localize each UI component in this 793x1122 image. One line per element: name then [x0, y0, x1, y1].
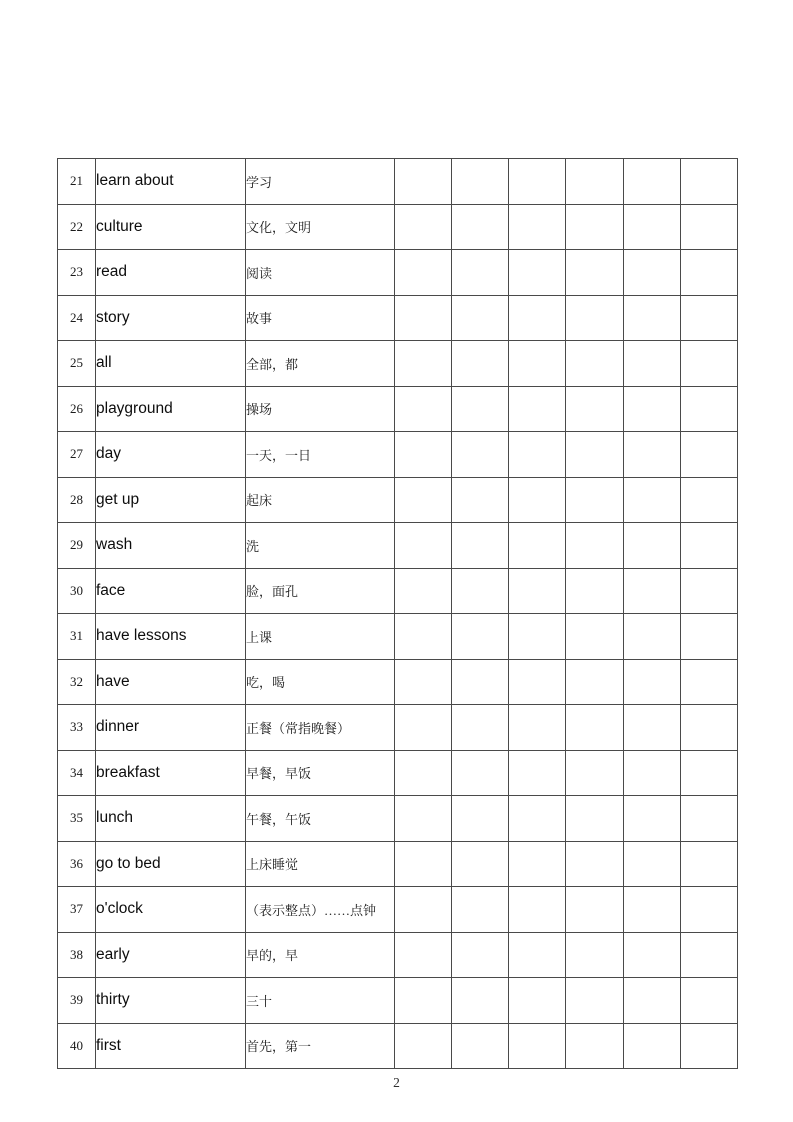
practice-cell [623, 250, 680, 296]
practice-cell [623, 523, 680, 569]
practice-cell [566, 204, 623, 250]
vocab-row [58, 341, 738, 387]
word-number: 27 [58, 432, 96, 478]
practice-cell [566, 841, 623, 887]
practice-cell [395, 796, 452, 842]
practice-cell [452, 614, 509, 660]
vocab-row [58, 841, 738, 887]
word-number: 38 [58, 932, 96, 978]
practice-cell [680, 841, 737, 887]
english-word: dinner [96, 705, 246, 751]
practice-cell [680, 432, 737, 478]
practice-cell [509, 750, 566, 796]
word-number: 36 [58, 841, 96, 887]
word-number: 26 [58, 386, 96, 432]
vocab-row [58, 159, 738, 205]
practice-cell [566, 932, 623, 978]
english-word: story [96, 295, 246, 341]
practice-cell [452, 386, 509, 432]
practice-cell [509, 1023, 566, 1069]
practice-cell [395, 523, 452, 569]
practice-cell [452, 841, 509, 887]
practice-cell [680, 250, 737, 296]
practice-cell [680, 932, 737, 978]
chinese-meaning: 首先，第一 [246, 1023, 395, 1069]
practice-cell [509, 204, 566, 250]
practice-cell [509, 978, 566, 1024]
vocab-row [58, 1023, 738, 1069]
practice-cell [395, 432, 452, 478]
practice-cell [452, 432, 509, 478]
chinese-meaning: 上床睡觉 [246, 841, 395, 887]
practice-cell [680, 659, 737, 705]
word-number: 34 [58, 750, 96, 796]
vocab-row [58, 750, 738, 796]
practice-cell [680, 568, 737, 614]
practice-cell [509, 295, 566, 341]
practice-cell [623, 386, 680, 432]
word-number: 37 [58, 887, 96, 933]
practice-cell [566, 295, 623, 341]
english-word: breakfast [96, 750, 246, 796]
practice-cell [452, 932, 509, 978]
practice-cell [680, 386, 737, 432]
vocab-row [58, 477, 738, 523]
practice-cell [509, 386, 566, 432]
vocab-row [58, 250, 738, 296]
english-word: day [96, 432, 246, 478]
english-word: thirty [96, 978, 246, 1024]
practice-cell [395, 932, 452, 978]
practice-cell [623, 204, 680, 250]
word-number: 39 [58, 978, 96, 1024]
word-number: 30 [58, 568, 96, 614]
chinese-meaning: 故事 [246, 295, 395, 341]
english-word: go to bed [96, 841, 246, 887]
practice-cell [509, 250, 566, 296]
practice-cell [452, 750, 509, 796]
practice-cell [509, 705, 566, 751]
practice-cell [623, 978, 680, 1024]
practice-cell [395, 1023, 452, 1069]
english-word: get up [96, 477, 246, 523]
word-number: 24 [58, 295, 96, 341]
practice-cell [395, 568, 452, 614]
word-number: 25 [58, 341, 96, 387]
chinese-meaning: 上课 [246, 614, 395, 660]
practice-cell [395, 887, 452, 933]
english-word: all [96, 341, 246, 387]
practice-cell [395, 705, 452, 751]
practice-cell [566, 386, 623, 432]
chinese-meaning: 操场 [246, 386, 395, 432]
practice-cell [452, 978, 509, 1024]
practice-cell [395, 614, 452, 660]
vocab-row [58, 204, 738, 250]
practice-cell [509, 523, 566, 569]
word-number: 33 [58, 705, 96, 751]
practice-cell [623, 659, 680, 705]
chinese-meaning: （表示整点）……点钟 [246, 887, 395, 933]
vocab-row [58, 295, 738, 341]
word-number: 28 [58, 477, 96, 523]
practice-cell [395, 659, 452, 705]
vocab-row [58, 932, 738, 978]
practice-cell [395, 295, 452, 341]
vocab-row [58, 432, 738, 478]
practice-cell [509, 432, 566, 478]
english-word: culture [96, 204, 246, 250]
practice-cell [680, 796, 737, 842]
practice-cell [395, 159, 452, 205]
practice-cell [623, 568, 680, 614]
vocab-row [58, 614, 738, 660]
word-number: 29 [58, 523, 96, 569]
practice-cell [623, 750, 680, 796]
chinese-meaning: 早的，早 [246, 932, 395, 978]
practice-cell [680, 887, 737, 933]
practice-cell [395, 750, 452, 796]
practice-cell [509, 477, 566, 523]
practice-cell [623, 705, 680, 751]
english-word: o'clock [96, 887, 246, 933]
chinese-meaning: 学习 [246, 159, 395, 205]
practice-cell [509, 568, 566, 614]
practice-cell [566, 250, 623, 296]
vocab-row [58, 796, 738, 842]
english-word: first [96, 1023, 246, 1069]
word-number: 21 [58, 159, 96, 205]
vocabulary-table [57, 158, 738, 1069]
english-word: playground [96, 386, 246, 432]
practice-cell [680, 614, 737, 660]
practice-cell [680, 705, 737, 751]
practice-cell [509, 159, 566, 205]
practice-cell [680, 477, 737, 523]
english-word: face [96, 568, 246, 614]
practice-cell [680, 1023, 737, 1069]
chinese-meaning: 正餐（常指晚餐） [246, 705, 395, 751]
practice-cell [623, 841, 680, 887]
practice-cell [509, 659, 566, 705]
practice-cell [566, 432, 623, 478]
practice-cell [395, 477, 452, 523]
word-number: 22 [58, 204, 96, 250]
practice-cell [623, 159, 680, 205]
chinese-meaning: 文化，文明 [246, 204, 395, 250]
vocab-row [58, 659, 738, 705]
practice-cell [452, 295, 509, 341]
word-number: 40 [58, 1023, 96, 1069]
english-word: learn about [96, 159, 246, 205]
practice-cell [566, 477, 623, 523]
english-word: read [96, 250, 246, 296]
practice-cell [452, 796, 509, 842]
practice-cell [395, 841, 452, 887]
english-word: early [96, 932, 246, 978]
practice-cell [452, 705, 509, 751]
chinese-meaning: 一天，一日 [246, 432, 395, 478]
practice-cell [623, 477, 680, 523]
practice-cell [452, 341, 509, 387]
practice-cell [680, 523, 737, 569]
chinese-meaning: 阅读 [246, 250, 395, 296]
practice-cell [566, 750, 623, 796]
practice-cell [680, 978, 737, 1024]
practice-cell [452, 250, 509, 296]
practice-cell [452, 887, 509, 933]
word-number: 32 [58, 659, 96, 705]
english-word: lunch [96, 796, 246, 842]
chinese-meaning: 起床 [246, 477, 395, 523]
practice-cell [509, 341, 566, 387]
vocab-row [58, 705, 738, 751]
word-number: 23 [58, 250, 96, 296]
practice-cell [680, 159, 737, 205]
practice-cell [623, 1023, 680, 1069]
page-number: 2 [393, 1075, 400, 1090]
practice-cell [623, 796, 680, 842]
practice-cell [566, 614, 623, 660]
practice-cell [623, 614, 680, 660]
practice-cell [509, 796, 566, 842]
vocab-row [58, 568, 738, 614]
chinese-meaning: 全部，都 [246, 341, 395, 387]
practice-cell [452, 568, 509, 614]
practice-cell [623, 341, 680, 387]
english-word: have [96, 659, 246, 705]
practice-cell [452, 477, 509, 523]
practice-cell [509, 887, 566, 933]
vocab-row [58, 386, 738, 432]
practice-cell [680, 750, 737, 796]
practice-cell [452, 659, 509, 705]
word-number: 31 [58, 614, 96, 660]
practice-cell [452, 523, 509, 569]
practice-cell [509, 841, 566, 887]
practice-cell [566, 978, 623, 1024]
practice-cell [566, 1023, 623, 1069]
practice-cell [566, 341, 623, 387]
chinese-meaning: 洗 [246, 523, 395, 569]
practice-cell [566, 659, 623, 705]
practice-cell [395, 341, 452, 387]
practice-cell [566, 159, 623, 205]
practice-cell [680, 295, 737, 341]
practice-cell [566, 568, 623, 614]
chinese-meaning: 吃，喝 [246, 659, 395, 705]
practice-cell [680, 204, 737, 250]
practice-cell [623, 932, 680, 978]
practice-cell [566, 887, 623, 933]
practice-cell [566, 705, 623, 751]
vocab-row [58, 523, 738, 569]
english-word: wash [96, 523, 246, 569]
practice-cell [395, 978, 452, 1024]
word-number: 35 [58, 796, 96, 842]
vocab-row [58, 887, 738, 933]
practice-cell [566, 523, 623, 569]
chinese-meaning: 脸，面孔 [246, 568, 395, 614]
practice-cell [395, 250, 452, 296]
practice-cell [452, 159, 509, 205]
practice-cell [623, 295, 680, 341]
practice-cell [395, 386, 452, 432]
practice-cell [509, 932, 566, 978]
practice-cell [566, 796, 623, 842]
practice-cell [623, 887, 680, 933]
chinese-meaning: 三十 [246, 978, 395, 1024]
practice-cell [509, 614, 566, 660]
practice-cell [623, 432, 680, 478]
practice-cell [452, 1023, 509, 1069]
english-word: have lessons [96, 614, 246, 660]
practice-cell [452, 204, 509, 250]
vocabulary-table-body [58, 159, 738, 1069]
chinese-meaning: 早餐，早饭 [246, 750, 395, 796]
vocab-row [58, 978, 738, 1024]
practice-cell [680, 341, 737, 387]
chinese-meaning: 午餐，午饭 [246, 796, 395, 842]
practice-cell [395, 204, 452, 250]
